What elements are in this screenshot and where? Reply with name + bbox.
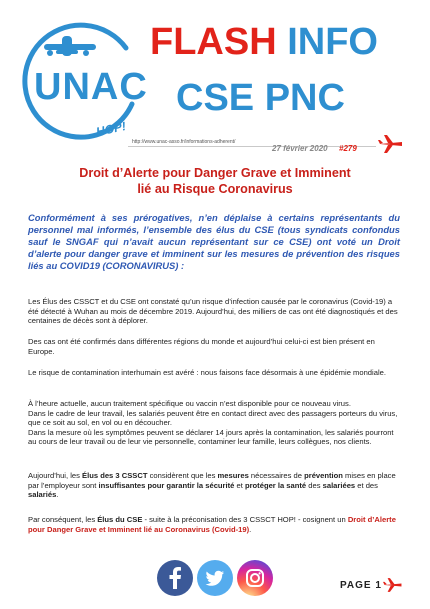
- paragraph-6: Par conséquent, les Élus du CSE - suite à la préconisation des 3 CSSCT HOP! - cosignent un Droit d’Alerte pour Danger Grave et Imminent lié au Coronavirus (Covid-19).: [28, 515, 396, 534]
- title-line1: [150, 20, 378, 64]
- title-flash: FLASH: [150, 21, 277, 63]
- title-info: INFO: [287, 21, 378, 63]
- paragraph-1: Les Élus des CSSCT et du CSE ont constaté qu’un risque d’infection causée par le coronavirus (Covid-19) a été détecté à Wuhan au mois de décembre 2019. Aujourd’hui, des milliers de cas ont été diagnostiqués et des centaines de décès sont à déplorer.: [28, 297, 398, 326]
- issue-number: #279: [339, 144, 357, 153]
- paragraph-4-line1: À l’heure actuelle, aucun traitement spécifique ou vaccin n’est disponible pour ce nouveau virus.: [28, 399, 351, 408]
- headline-line1: Droit d’Alerte pour Danger Grave et Imminent: [79, 166, 351, 180]
- intro-paragraph: Conformément à ses prérogatives, n’en déplaise à certains représentants du personnel mal informés, l’ensemble des élus du CSE (tous syndicats confondus sauf le SNGAF qui n’avait aucun représentant sur ce CSE) ont voté un Droit d’alerte pour danger grave et imminent sur les mesures de prévention des risques liés au COVID19 (CORONAVIRUS) :: [28, 212, 400, 271]
- paragraph-5: Aujourd’hui, les Élus des 3 CSSCT considèrent que les mesures nécessaires de prévention mises en place par l’employeur sont insuffisantes pour garantir la sécurité et protéger la santé des salariées et des salariés.: [28, 471, 396, 500]
- red-airplane-icon: [378, 133, 404, 155]
- paragraph-2: Des cas ont été confirmés dans différentes régions du monde et aujourd’hui celui-ci est bien présent en Europe.: [28, 337, 375, 356]
- headline-line2: lié au Risque Coronavirus: [137, 182, 293, 196]
- website-url[interactable]: http://www.unac-asso.fr/informations-adherent/: [132, 139, 236, 145]
- alert-title: Droit d’Alerte pour Danger Grave et Imminent lié au Coronavirus (Covid-19): [28, 515, 396, 534]
- twitter-icon[interactable]: [197, 560, 233, 596]
- paragraph-4-line2: Dans le cadre de leur travail, les salariés peuvent être en contact direct avec des passagers porteurs du virus, que ce soit au sol, en vol ou en découcher.: [28, 408, 398, 428]
- logo-text: UNAC: [34, 66, 148, 108]
- issue-date: 27 février 2020: [272, 144, 328, 153]
- facebook-icon[interactable]: [157, 560, 193, 596]
- instagram-icon[interactable]: [237, 560, 273, 596]
- red-airplane-icon: [383, 576, 403, 594]
- page-number: PAGE 1: [340, 580, 382, 591]
- airplane-icon: [44, 36, 96, 56]
- paragraph-4: [28, 399, 400, 447]
- headline: [30, 165, 400, 197]
- paragraph-4-line3: Dans la mesure où les symptômes peuvent se déclarer 14 jours après la contamination, les salariés pourront au cours de leur travail ou de leur vie personnelle, contaminer leur famille, leurs collègues, nos clients.: [28, 427, 394, 447]
- paragraph-3: Le risque de contamination interhumain est avéré : nous faisons face désormais à une épidémie mondiale.: [28, 368, 386, 377]
- logo-hop: HOP!: [94, 119, 128, 139]
- title-line2: CSE PNC: [176, 77, 345, 119]
